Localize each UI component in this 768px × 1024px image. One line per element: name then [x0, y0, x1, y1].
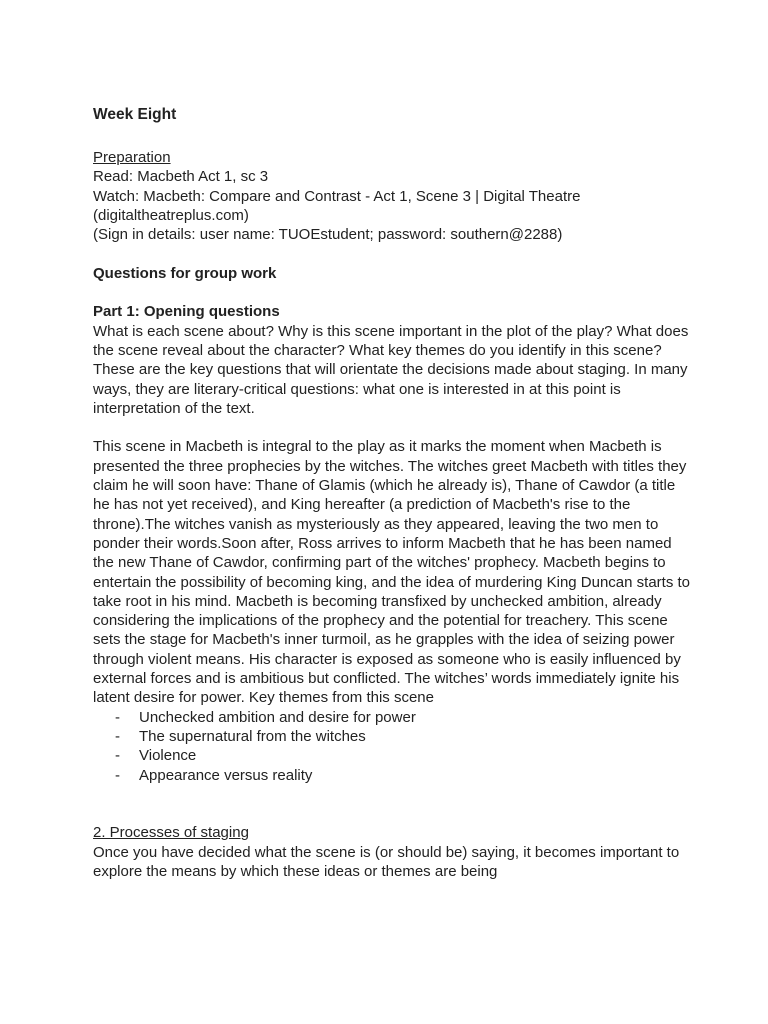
part1-heading: Part 1: Opening questions: [93, 303, 280, 321]
list-item: - Unchecked ambition and desire for power: [93, 708, 693, 727]
part2-heading: 2. Processes of staging: [93, 824, 249, 842]
part1-intro: What is each scene about? Why is this scene important in the plot of the play? What does the scene reveal about the character? What key themes do you identify in this scene? These are the key questions that will orientate the decisions made about staging. In many ways, they are literary-critical questions: what one is interested in at this point is interpretation of the text.: [93, 322, 689, 417]
list-item: - The supernatural from the witches: [93, 727, 693, 746]
document-body: [93, 105, 693, 881]
part2-intro: Once you have decided what the scene is (or should be) saying, it becomes important to explore the means by which these ideas or themes are being: [93, 843, 680, 880]
group-work-heading: Questions for group work: [93, 264, 277, 282]
preparation-signin: (Sign in details: user name: TUOEstudent; password: southern@2288): [93, 226, 563, 244]
list-item: - Appearance versus reality: [93, 766, 693, 785]
part1-answer: This scene in Macbeth is integral to the play as it marks the moment when Macbeth is presented the three prophecies by the witches. The witches greet Macbeth with titles they claim he will soon have: Thane of Glamis (which he already is), Thane of Cawdor (a title he has not yet received), and King hereafter (a prediction of Macbeth's rise to the throne).The witches vanish as mysteriously as they appeared, leaving the two men to ponder their words.Soon after, Ross arrives to inform Macbeth that he has been named the new Thane of Cawdor, confirming part of the witches' prophecy. Macbeth begins to entertain the possibility of becoming king, and the idea of murdering King Duncan starts to take root in his mind. Macbeth is becoming transfixed by unchecked ambition, already considering the implications of the prophecy and the potential for treachery. This scene sets the stage for Macbeth's inner turmoil, as he grapples with the idea of seizing power through violent means. His character is exposed as someone who is easily influenced by external forces and is ambitious but conflicted. The witches’ words immediately ignite his latent desire for power. Key themes from this scene: [93, 438, 691, 707]
list-item: - Violence: [93, 746, 693, 765]
page-title: Week Eight: [93, 106, 177, 123]
preparation-watch: Watch: Macbeth: Compare and Contrast - Act 1, Scene 3 | Digital Theatre: [93, 187, 581, 205]
preparation-read: Read: Macbeth Act 1, sc 3: [93, 168, 269, 186]
preparation-heading: Preparation: [93, 149, 171, 166]
preparation-watch-site: (digitaltheatreplus.com): [93, 206, 249, 224]
themes-list: [93, 708, 693, 785]
